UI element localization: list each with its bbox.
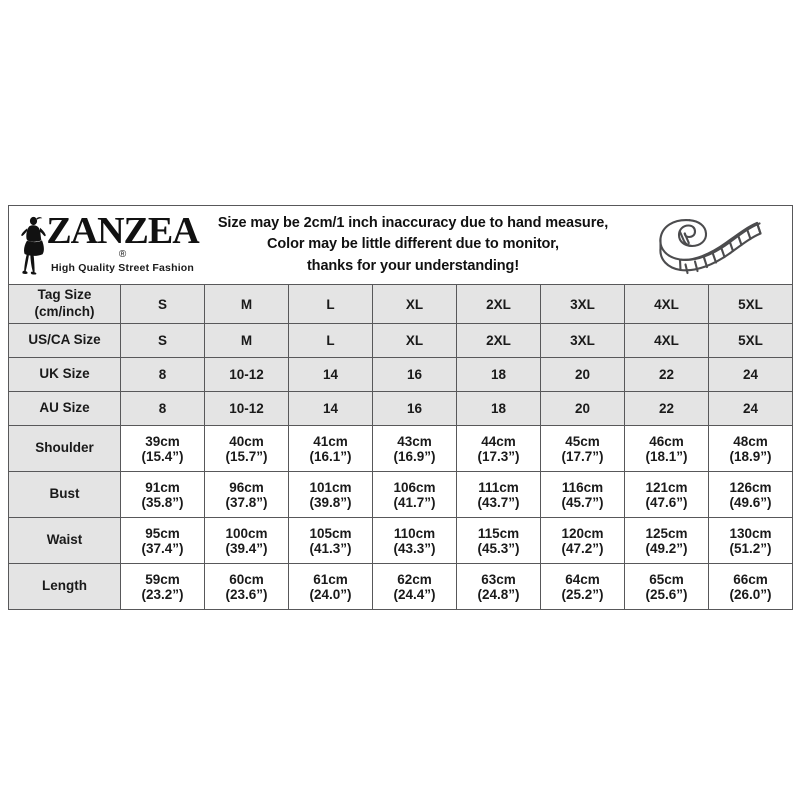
size-value: 8 bbox=[158, 401, 167, 416]
size-value: S bbox=[157, 333, 167, 348]
size-value: 22 bbox=[658, 401, 675, 416]
table-cell bbox=[541, 358, 625, 392]
measurement-inch: (18.1”) bbox=[645, 448, 688, 464]
measurement-cm: 41cm bbox=[313, 433, 348, 449]
row-label-line-1: Length bbox=[42, 578, 87, 594]
table-cell bbox=[625, 324, 709, 358]
table-cell bbox=[373, 324, 457, 358]
measurement-inch: (23.2”) bbox=[141, 586, 184, 602]
measurement-cm: 96cm bbox=[229, 479, 264, 495]
size-value: 5XL bbox=[738, 333, 763, 348]
size-chart-container bbox=[8, 205, 792, 610]
size-value: 2XL bbox=[486, 333, 511, 348]
table-cell bbox=[205, 518, 289, 564]
size-value: 5XL bbox=[738, 296, 763, 312]
table-cell bbox=[373, 564, 457, 610]
size-value: 18 bbox=[490, 401, 507, 416]
size-value: XL bbox=[405, 333, 424, 348]
measurement-cm: 111cm bbox=[478, 479, 519, 495]
table-cell bbox=[121, 518, 205, 564]
row-label-line-1: Waist bbox=[46, 532, 83, 548]
size-value: 10-12 bbox=[229, 367, 264, 382]
size-value: 20 bbox=[574, 367, 591, 382]
logo-wordmark-line bbox=[46, 209, 199, 265]
measurement-cm: 115cm bbox=[477, 525, 520, 541]
measurement-inch: (25.6”) bbox=[645, 586, 688, 602]
size-value: 18 bbox=[490, 367, 507, 382]
table-cell bbox=[709, 324, 793, 358]
row-label-line-1: AU Size bbox=[39, 400, 90, 416]
table-cell bbox=[541, 426, 625, 472]
size-value: 8 bbox=[158, 367, 167, 382]
table-cell bbox=[457, 324, 541, 358]
table-cell bbox=[121, 392, 205, 426]
table-row bbox=[9, 564, 793, 610]
row-label bbox=[9, 564, 121, 610]
measurement-inch: (15.7”) bbox=[225, 448, 268, 464]
table-cell bbox=[373, 518, 457, 564]
size-value: 20 bbox=[574, 401, 591, 416]
size-value: 3XL bbox=[570, 333, 595, 348]
size-value: 16 bbox=[406, 401, 423, 416]
measuring-tape-icon bbox=[651, 214, 769, 276]
measurement-cm: 63cm bbox=[481, 571, 516, 587]
table-cell bbox=[121, 324, 205, 358]
row-label-line-2: (cm/inch) bbox=[34, 304, 95, 319]
notice-line-3: thanks for your understanding! bbox=[306, 257, 520, 274]
size-value: 24 bbox=[742, 401, 759, 416]
table-cell bbox=[289, 324, 373, 358]
measurement-inch: (37.4”) bbox=[141, 540, 184, 556]
size-value: M bbox=[240, 333, 253, 348]
measurement-inch: (43.3”) bbox=[393, 540, 436, 556]
table-cell bbox=[289, 518, 373, 564]
table-cell bbox=[289, 358, 373, 392]
measurement-inch: (17.7”) bbox=[561, 448, 604, 464]
measurement-cm: 44cm bbox=[481, 433, 516, 449]
measurement-cm: 48cm bbox=[733, 433, 768, 449]
measurement-cm: 95cm bbox=[145, 525, 180, 541]
measurement-cm: 61cm bbox=[313, 571, 348, 587]
row-label bbox=[9, 472, 121, 518]
size-value: 22 bbox=[658, 367, 675, 382]
row-label-line-1: Tag Size bbox=[37, 287, 92, 303]
measurement-inch: (24.0”) bbox=[309, 586, 352, 602]
measurement-inch: (39.8”) bbox=[309, 494, 352, 510]
row-label bbox=[9, 518, 121, 564]
size-value: 24 bbox=[742, 367, 759, 382]
measurement-cm: 130cm bbox=[729, 525, 772, 541]
table-cell bbox=[457, 285, 541, 324]
table-cell bbox=[121, 358, 205, 392]
row-label-line-1: UK Size bbox=[39, 366, 90, 382]
measurement-inch: (15.4”) bbox=[141, 448, 184, 464]
table-cell bbox=[709, 358, 793, 392]
table-cell bbox=[625, 358, 709, 392]
measurement-inch: (49.6”) bbox=[729, 494, 772, 510]
table-cell bbox=[709, 426, 793, 472]
banner-cell bbox=[9, 206, 793, 285]
table-cell bbox=[541, 472, 625, 518]
logo-tagline: High Quality Street Fashion bbox=[50, 262, 195, 275]
table-cell bbox=[625, 285, 709, 324]
table-cell bbox=[457, 518, 541, 564]
tape-illustration bbox=[627, 214, 792, 276]
measurement-cm: 66cm bbox=[733, 571, 768, 587]
measurement-inch: (16.1”) bbox=[309, 448, 352, 464]
table-cell bbox=[121, 564, 205, 610]
table-cell bbox=[541, 285, 625, 324]
measurement-inch: (17.3”) bbox=[477, 448, 520, 464]
table-row bbox=[9, 426, 793, 472]
registered-mark: ® bbox=[118, 248, 127, 260]
measurement-inch: (24.4”) bbox=[393, 586, 436, 602]
table-cell bbox=[121, 426, 205, 472]
table-cell bbox=[205, 392, 289, 426]
measurement-cm: 43cm bbox=[397, 433, 432, 449]
table-cell bbox=[121, 285, 205, 324]
table-cell bbox=[457, 392, 541, 426]
table-cell bbox=[709, 472, 793, 518]
row-label bbox=[9, 392, 121, 426]
table-row bbox=[9, 285, 793, 324]
table-cell bbox=[373, 472, 457, 518]
row-label-line-1: Shoulder bbox=[35, 440, 94, 456]
size-value: L bbox=[326, 296, 335, 312]
measurement-cm: 116cm bbox=[561, 479, 604, 495]
table-cell bbox=[457, 564, 541, 610]
measurement-inch: (45.7”) bbox=[561, 494, 604, 510]
table-cell bbox=[457, 426, 541, 472]
table-cell bbox=[289, 426, 373, 472]
measurement-inch: (47.6”) bbox=[645, 494, 688, 510]
table-cell bbox=[289, 472, 373, 518]
measurement-cm: 45cm bbox=[565, 433, 600, 449]
measurement-inch: (43.7”) bbox=[477, 494, 520, 510]
size-value: 3XL bbox=[570, 296, 595, 312]
table-row bbox=[9, 472, 793, 518]
size-value: 14 bbox=[322, 367, 339, 382]
table-cell bbox=[205, 358, 289, 392]
notice-text bbox=[199, 213, 627, 276]
table-cell bbox=[373, 392, 457, 426]
measurement-cm: 62cm bbox=[397, 571, 432, 587]
logo-text bbox=[46, 209, 199, 276]
table-cell bbox=[121, 472, 205, 518]
measurement-cm: 39cm bbox=[145, 433, 180, 449]
measurement-cm: 91cm bbox=[145, 479, 180, 495]
row-label bbox=[9, 324, 121, 358]
row-label bbox=[9, 426, 121, 472]
size-value: 2XL bbox=[486, 296, 511, 312]
woman-silhouette-icon bbox=[15, 214, 49, 276]
row-label-line-1: US/CA Size bbox=[28, 332, 101, 348]
size-value: 10-12 bbox=[229, 401, 264, 416]
table-cell bbox=[373, 285, 457, 324]
table-cell bbox=[625, 392, 709, 426]
size-value: S bbox=[157, 296, 167, 312]
size-value: XL bbox=[405, 296, 424, 312]
row-label bbox=[9, 358, 121, 392]
table-cell bbox=[709, 285, 793, 324]
notice-line-2: Color may be little different due to monitor, bbox=[267, 236, 559, 253]
measurement-inch: (24.8”) bbox=[477, 586, 520, 602]
measurement-cm: 65cm bbox=[649, 571, 684, 587]
measurement-cm: 110cm bbox=[393, 525, 436, 541]
row-label bbox=[9, 285, 121, 324]
measurement-inch: (26.0”) bbox=[729, 586, 772, 602]
measurement-inch: (39.4”) bbox=[225, 540, 268, 556]
chart-banner-row bbox=[9, 206, 793, 285]
measurement-inch: (45.3”) bbox=[477, 540, 520, 556]
brand-logo bbox=[9, 209, 199, 276]
row-label-line-1: Bust bbox=[49, 486, 80, 502]
table-cell bbox=[541, 518, 625, 564]
table-row bbox=[9, 518, 793, 564]
table-cell bbox=[457, 358, 541, 392]
measurement-cm: 60cm bbox=[229, 571, 264, 587]
table-cell bbox=[541, 392, 625, 426]
measurement-inch: (23.6”) bbox=[225, 586, 268, 602]
table-cell bbox=[709, 518, 793, 564]
table-cell bbox=[205, 324, 289, 358]
measurement-inch: (18.9”) bbox=[729, 448, 772, 464]
measurement-cm: 125cm bbox=[645, 525, 688, 541]
measurement-cm: 101cm bbox=[309, 479, 352, 495]
size-value: 4XL bbox=[654, 296, 679, 312]
size-value: 4XL bbox=[654, 333, 679, 348]
size-value: L bbox=[326, 333, 335, 348]
table-cell bbox=[709, 564, 793, 610]
table-cell bbox=[373, 426, 457, 472]
table-row bbox=[9, 358, 793, 392]
measurement-cm: 126cm bbox=[729, 479, 772, 495]
measurement-cm: 40cm bbox=[229, 433, 264, 449]
measurement-cm: 121cm bbox=[645, 479, 688, 495]
logo-wordmark: ZANZEA bbox=[46, 209, 199, 252]
table-cell bbox=[625, 426, 709, 472]
measurement-inch: (51.2”) bbox=[729, 540, 772, 556]
table-row bbox=[9, 324, 793, 358]
table-cell bbox=[709, 392, 793, 426]
size-value: M bbox=[240, 296, 253, 312]
measurement-inch: (35.8”) bbox=[141, 494, 184, 510]
measurement-inch: (41.3”) bbox=[309, 540, 352, 556]
table-cell bbox=[541, 324, 625, 358]
table-cell bbox=[457, 472, 541, 518]
table-cell bbox=[625, 564, 709, 610]
table-cell bbox=[373, 358, 457, 392]
measurement-inch: (25.2”) bbox=[561, 586, 604, 602]
measurement-inch: (41.7”) bbox=[393, 494, 436, 510]
table-cell bbox=[289, 564, 373, 610]
measurement-inch: (16.9”) bbox=[393, 448, 436, 464]
table-cell bbox=[541, 564, 625, 610]
measurement-cm: 106cm bbox=[393, 479, 436, 495]
table-cell bbox=[289, 285, 373, 324]
notice-line-1: Size may be 2cm/1 inch inaccuracy due to hand measure, bbox=[217, 215, 609, 232]
measurement-inch: (49.2”) bbox=[645, 540, 688, 556]
size-value: 14 bbox=[322, 401, 339, 416]
table-cell bbox=[625, 472, 709, 518]
measurement-inch: (37.8”) bbox=[225, 494, 268, 510]
measurement-cm: 46cm bbox=[649, 433, 684, 449]
table-row bbox=[9, 392, 793, 426]
measurement-cm: 64cm bbox=[565, 571, 600, 587]
measurement-cm: 100cm bbox=[225, 525, 268, 541]
table-cell bbox=[205, 472, 289, 518]
table-cell bbox=[625, 518, 709, 564]
measurement-cm: 59cm bbox=[145, 571, 180, 587]
logo-block bbox=[15, 209, 199, 276]
measurement-cm: 120cm bbox=[561, 525, 604, 541]
table-cell bbox=[289, 392, 373, 426]
measurement-cm: 105cm bbox=[309, 525, 352, 541]
measurement-inch: (47.2”) bbox=[561, 540, 604, 556]
table-cell bbox=[205, 285, 289, 324]
size-value: 16 bbox=[406, 367, 423, 382]
table-cell bbox=[205, 426, 289, 472]
banner bbox=[9, 206, 792, 284]
size-chart-table bbox=[8, 205, 793, 610]
table-cell bbox=[205, 564, 289, 610]
